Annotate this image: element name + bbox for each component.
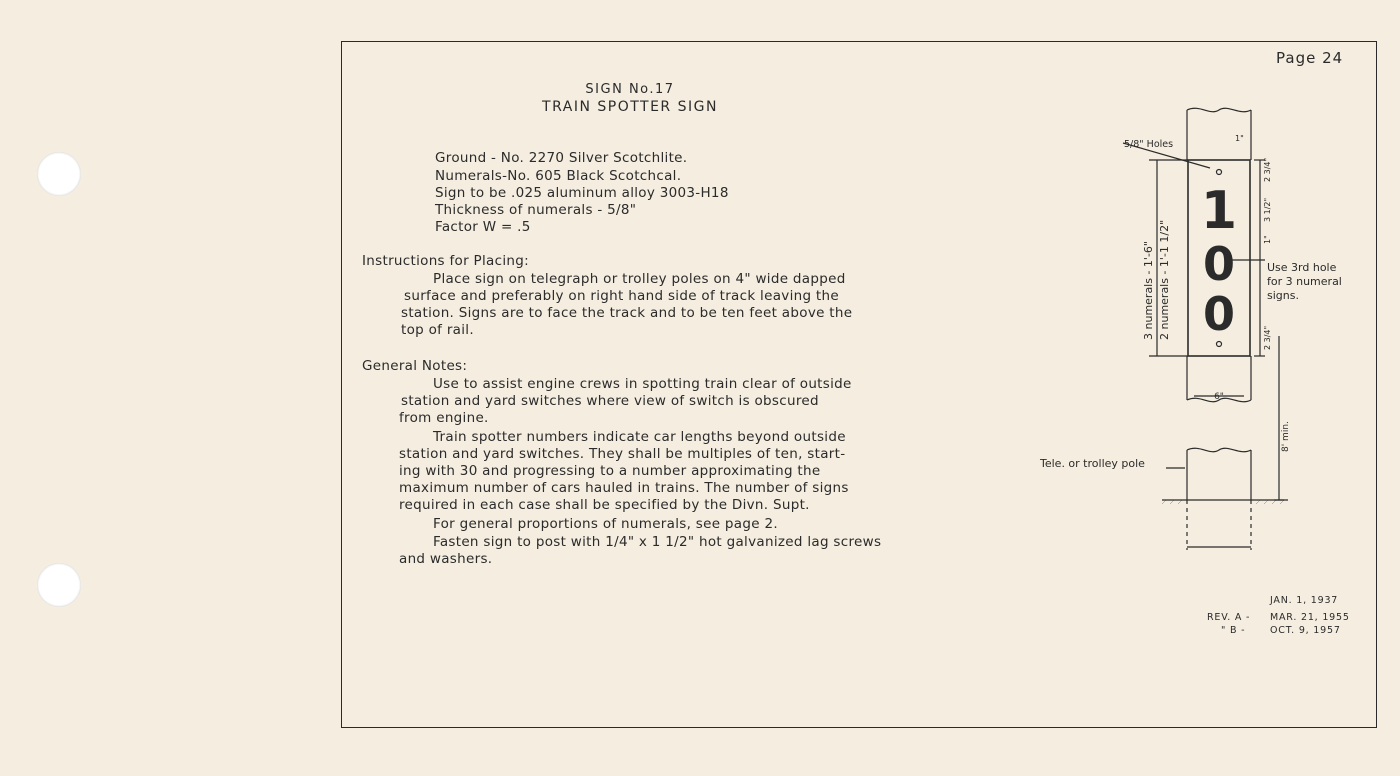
dim-three-numerals: 3 numerals - 1'-6": [1142, 241, 1155, 340]
rev-b-label: " B -: [1221, 625, 1246, 636]
punch-hole-bottom: [37, 563, 81, 607]
width-label: 6": [1214, 392, 1224, 402]
notes-line: and washers.: [399, 551, 493, 567]
hole-note-line: signs.: [1267, 289, 1299, 302]
notes-line: station and yard switches where view of switch is obscured: [401, 393, 819, 409]
dim-top-margin: 2 3/4": [1263, 157, 1272, 182]
numeral: 0: [1202, 237, 1236, 291]
numeral: 0: [1202, 287, 1236, 341]
hole-note-line: for 3 numeral: [1267, 275, 1342, 288]
sign-mounting-drawing: [1030, 100, 1360, 560]
numeral: 1: [1200, 181, 1238, 241]
dim-numeral-gap: 1": [1263, 235, 1272, 244]
original-date: JAN. 1, 1937: [1270, 595, 1339, 606]
instructions-line: surface and preferably on right hand side of track leaving the: [404, 288, 839, 304]
spec-material: Sign to be .025 aluminum alloy 3003-H18: [435, 185, 729, 201]
notes-line: from engine.: [399, 410, 489, 426]
spec-ground: Ground - No. 2270 Silver Scotchlite.: [435, 150, 688, 166]
punch-hole-top: [37, 152, 81, 196]
instructions-line: Place sign on telegraph or trolley poles on 4" wide dapped: [433, 271, 846, 287]
sign-number-title: SIGN No.17: [585, 82, 675, 97]
sign-name-title: TRAIN SPOTTER SIGN: [542, 99, 718, 115]
pole-label: Tele. or trolley pole: [1040, 457, 1145, 470]
top-gap-label: 1": [1235, 134, 1244, 143]
dim-bottom-margin: 2 3/4": [1263, 325, 1272, 350]
dim-two-numerals: 2 numerals - 1'-1 1/2": [1158, 219, 1171, 340]
holes-label: 5/8" Holes: [1124, 139, 1174, 150]
dim-numeral-height: 3 1/2": [1263, 197, 1272, 222]
notes-line: For general proportions of numerals, see page 2.: [433, 516, 778, 532]
instructions-line: station. Signs are to face the track and to be ten feet above the: [401, 305, 853, 321]
spec-thickness: Thickness of numerals - 5/8": [435, 202, 637, 218]
spec-numerals: Numerals-No. 605 Black Scotchcal.: [435, 168, 682, 184]
rev-a-label: REV. A -: [1207, 612, 1251, 623]
notes-line: Train spotter numbers indicate car lengths beyond outside: [433, 429, 846, 445]
height-label: 8' min.: [1281, 421, 1291, 452]
instructions-line: top of rail.: [401, 322, 474, 338]
notes-line: station and yard switches. They shall be multiples of ten, start-: [399, 446, 846, 462]
general-notes-heading: General Notes:: [362, 358, 468, 374]
instructions-heading: Instructions for Placing:: [362, 253, 529, 269]
notes-line: ing with 30 and progressing to a number approximating the: [399, 463, 821, 479]
notes-line: maximum number of cars hauled in trains. The number of signs: [399, 480, 849, 496]
hole-note-line: Use 3rd hole: [1267, 261, 1337, 274]
notes-line: Fasten sign to post with 1/4" x 1 1/2" hot galvanized lag screws: [433, 534, 882, 550]
rev-a-date: MAR. 21, 1955: [1270, 612, 1350, 623]
page-number: Page 24: [1276, 49, 1344, 67]
rev-b-date: OCT. 9, 1957: [1270, 625, 1341, 636]
notes-line: required in each case shall be specified by the Divn. Supt.: [399, 497, 810, 513]
spec-factor: Factor W = .5: [435, 219, 531, 235]
notes-line: Use to assist engine crews in spotting train clear of outside: [433, 376, 852, 392]
